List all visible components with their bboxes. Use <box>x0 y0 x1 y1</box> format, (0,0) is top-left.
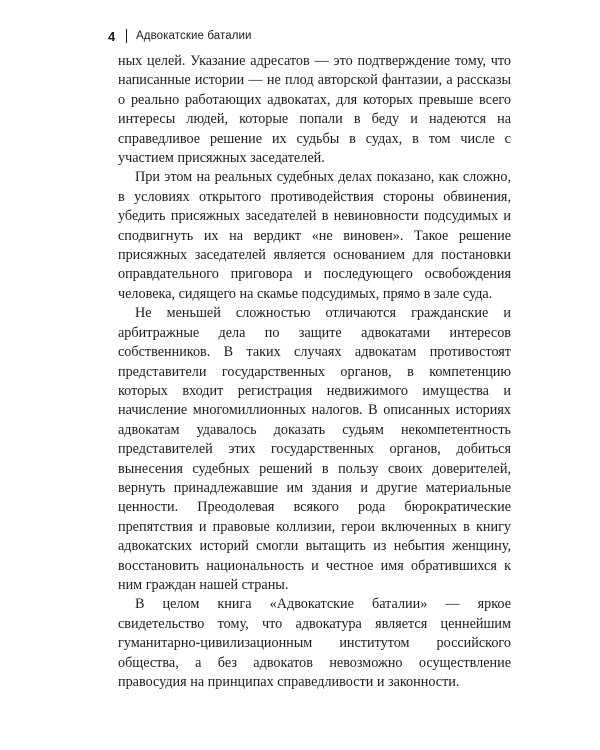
header-divider <box>126 29 127 43</box>
paragraph-jury-trials: При этом на реальных судебных делах показано, как сложно, в условиях открытого противодействия стороны обвинения, убедить присяжных заседателей в невиновности подсудимых и сподвигнуть их на вердикт «не виновен». Такое решение присяжных заседателей является основанием для постановки оправдательного приговора и последующего освобождения человека, сидящего на скамье подсудимых, прямо в зале суда. <box>118 169 511 302</box>
page-number: 4 <box>108 28 116 44</box>
paragraph-continuation: ных целей. Указание адресатов — это подтверждение тому, что написанные истории — не плод авторской фантазии, а рассказы о реально работающих адвокатах, для которых превыше всего интересы людей, которые попали в беду и надеются на справедливое решение их судьбы в судах, в том числе с участием присяжных заседателей. <box>118 53 511 167</box>
page-body <box>118 52 511 692</box>
paragraph-civil-cases: Не меньшей сложностью отличаются гражданские и арбитражные дела по защите адвокатами интересов собственников. В таких случаях адвокатам противостоят представители государственных органов, в компетенцию которых входит регистрация недвижимого имущества и начисление многомиллионных налогов. В описанных историях адвокатам удавалось доказать судьям некомпетентность представителей этих государственных органов, добиться вынесения судебных решений в пользу своих доверителей, вернуть принадлежавшие им здания и другие материальные ценности. Преодолевая всякого рода бюрократические препятствия и правовые коллизии, герои включенных в книгу адвокатских историй смогли вытащить из небытия женщину, восстановить национальность и честное имя обратившихся к ним граждан нашей страны. <box>118 305 511 593</box>
paragraph-conclusion: В целом книга «Адвокатские баталии» — яркое свидетельство тому, что адвокатура является ценнейшим гуманитарно-цивилизационным институтом российского общества, а без адвокатов невозможно осуществление правосудия на принципах справедливости и законности. <box>118 596 511 690</box>
running-head <box>108 26 508 46</box>
book-title: Адвокатские баталии <box>136 30 252 42</box>
